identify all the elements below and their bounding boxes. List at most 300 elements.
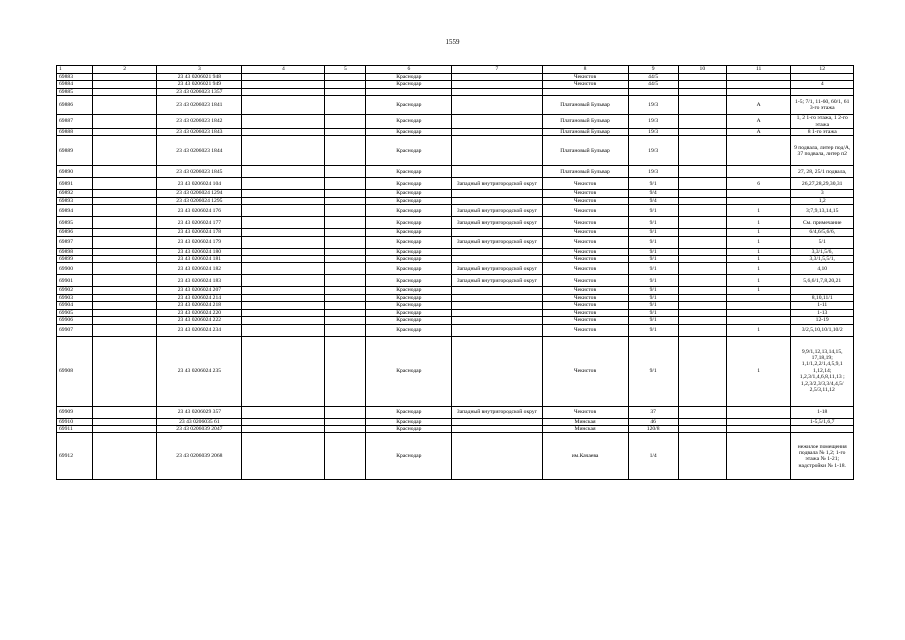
cell-col-2 <box>92 309 157 316</box>
cell-col-5 <box>325 275 366 287</box>
cell-col-8: Чекистов <box>542 317 628 324</box>
cell-col-1: 69894 <box>57 205 93 217</box>
cell-col-7 <box>452 197 542 204</box>
cell-col-5 <box>325 74 366 81</box>
cell-col-4 <box>242 324 325 336</box>
cell-col-11 <box>726 190 791 197</box>
cell-col-8: Чекистов <box>542 190 628 197</box>
cell-col-9: 9/4 <box>628 197 678 204</box>
cell-col-4 <box>242 166 325 178</box>
cell-col-8: Платановый Бульвар <box>542 129 628 136</box>
cell-col-7 <box>452 425 542 432</box>
cell-col-1: 69885 <box>57 88 93 95</box>
cell-col-10 <box>678 236 726 248</box>
cell-col-10 <box>678 190 726 197</box>
cell-col-1: 69888 <box>57 129 93 136</box>
cell-col-10 <box>678 302 726 309</box>
cell-col-11 <box>726 302 791 309</box>
cell-col-5 <box>325 256 366 263</box>
cell-col-2 <box>92 88 157 95</box>
cell-col-2 <box>92 263 157 275</box>
cell-col-4 <box>242 256 325 263</box>
cell-col-12: 1,2 <box>791 197 854 204</box>
cell-col-11 <box>726 317 791 324</box>
cell-col-6 <box>366 88 452 95</box>
column-header-12: 12 <box>791 66 854 74</box>
cell-col-3: 23 43 0206024 176 <box>157 205 242 217</box>
table-row <box>57 236 854 248</box>
cell-col-6: Краснодар <box>366 197 452 204</box>
cell-col-3: 23 43 0206029 357 <box>157 406 242 418</box>
cell-col-10 <box>678 294 726 301</box>
cell-col-1: 69900 <box>57 263 93 275</box>
cell-col-10 <box>678 74 726 81</box>
cell-col-11 <box>726 166 791 178</box>
cell-col-3: 23 43 0206035 61 <box>157 418 242 425</box>
cell-col-9: 9/4 <box>628 190 678 197</box>
cell-col-5 <box>325 115 366 129</box>
cell-col-2 <box>92 317 157 324</box>
cell-col-3: 23 43 0206024 222 <box>157 317 242 324</box>
cell-col-3: 23 43 0206024 218 <box>157 302 242 309</box>
table-row <box>57 217 854 229</box>
cell-col-1: 69903 <box>57 294 93 301</box>
cell-col-5 <box>325 309 366 316</box>
cell-col-5 <box>325 88 366 95</box>
cell-col-8: Чекистов <box>542 309 628 316</box>
cell-col-3: 23 43 0206021 948 <box>157 74 242 81</box>
cell-col-2 <box>92 96 157 115</box>
cell-col-11: 1 <box>726 229 791 236</box>
cell-col-3: 23 43 0206024 1295 <box>157 197 242 204</box>
cell-col-2 <box>92 178 157 190</box>
cell-col-7 <box>452 136 542 166</box>
cell-col-4 <box>242 336 325 406</box>
table-row <box>57 309 854 316</box>
cell-col-9: 19/3 <box>628 96 678 115</box>
cell-col-1: 69891 <box>57 178 93 190</box>
cell-col-10 <box>678 256 726 263</box>
cell-col-7 <box>452 229 542 236</box>
cell-col-11 <box>726 433 791 480</box>
cell-col-6: Краснодар <box>366 406 452 418</box>
cell-col-10 <box>678 88 726 95</box>
cell-col-2 <box>92 425 157 432</box>
cell-col-4 <box>242 136 325 166</box>
cell-col-8 <box>542 88 628 95</box>
cell-col-5 <box>325 166 366 178</box>
cell-col-12: 26,27,28,29,30,31 <box>791 178 854 190</box>
cell-col-7: Западный внутригородской округ <box>452 205 542 217</box>
cell-col-8: Чекистов <box>542 294 628 301</box>
cell-col-10 <box>678 96 726 115</box>
column-header-10: 10 <box>678 66 726 74</box>
cell-col-4 <box>242 178 325 190</box>
cell-col-10 <box>678 166 726 178</box>
cell-col-10 <box>678 275 726 287</box>
cell-col-8: Чекистов <box>542 205 628 217</box>
cell-col-2 <box>92 418 157 425</box>
cell-col-11 <box>726 406 791 418</box>
cell-col-1: 69886 <box>57 96 93 115</box>
cell-col-3: 23 43 0206021 949 <box>157 81 242 88</box>
cell-col-12: 1-13 <box>791 309 854 316</box>
cell-col-12: См. примечание <box>791 217 854 229</box>
cell-col-7 <box>452 88 542 95</box>
cell-col-3: 23 43 0206023 1844 <box>157 136 242 166</box>
cell-col-3: 23 43 0206024 214 <box>157 294 242 301</box>
cell-col-12: 3 <box>791 190 854 197</box>
column-header-3: 3 <box>157 66 242 74</box>
cell-col-8: Чекистов <box>542 287 628 294</box>
cell-col-2 <box>92 248 157 255</box>
column-header-11: 11 <box>726 66 791 74</box>
cell-col-6: Краснодар <box>366 324 452 336</box>
cell-col-6: Краснодар <box>366 115 452 129</box>
cell-col-11 <box>726 197 791 204</box>
cell-col-10 <box>678 336 726 406</box>
cell-col-1: 69909 <box>57 406 93 418</box>
cell-col-6: Краснодар <box>366 275 452 287</box>
cell-col-12: 8 1-го этажа <box>791 129 854 136</box>
cell-col-3: 23 43 0206023 1845 <box>157 166 242 178</box>
cell-col-7 <box>452 129 542 136</box>
cell-col-8: Чекистов <box>542 197 628 204</box>
cell-col-2 <box>92 190 157 197</box>
cell-col-12: 1-11 <box>791 302 854 309</box>
cell-col-3: 23 43 0206024 182 <box>157 263 242 275</box>
cell-col-9: 9/1 <box>628 324 678 336</box>
cell-col-10 <box>678 205 726 217</box>
cell-col-10 <box>678 197 726 204</box>
cell-col-8: Чекистов <box>542 236 628 248</box>
cell-col-8: Чекистов <box>542 248 628 255</box>
cell-col-9: 9/1 <box>628 256 678 263</box>
table-row <box>57 336 854 406</box>
table-row <box>57 433 854 480</box>
cell-col-5 <box>325 129 366 136</box>
cell-col-5 <box>325 302 366 309</box>
cell-col-4 <box>242 197 325 204</box>
cell-col-4 <box>242 287 325 294</box>
cell-col-6: Краснодар <box>366 433 452 480</box>
cell-col-6: Краснодар <box>366 190 452 197</box>
cell-col-12: 1-5,5/1,6,7 <box>791 418 854 425</box>
cell-col-3: 23 43 0206024 234 <box>157 324 242 336</box>
cell-col-6: Краснодар <box>366 166 452 178</box>
table-row <box>57 275 854 287</box>
cell-col-4 <box>242 129 325 136</box>
cell-col-8: Чекистов <box>542 336 628 406</box>
cell-col-3: 23 43 0206024 1294 <box>157 190 242 197</box>
cell-col-7: Западный внутригородской округ <box>452 263 542 275</box>
cell-col-5 <box>325 197 366 204</box>
cell-col-12 <box>791 425 854 432</box>
cell-col-9: 9/1 <box>628 275 678 287</box>
cell-col-1: 69904 <box>57 302 93 309</box>
cell-col-1: 69892 <box>57 190 93 197</box>
cell-col-9: 9/1 <box>628 248 678 255</box>
cell-col-10 <box>678 248 726 255</box>
cell-col-12: 1-5; 7/1, 11-60, 60/1, 61 3-го этажа <box>791 96 854 115</box>
cell-col-6: Краснодар <box>366 294 452 301</box>
cell-col-2 <box>92 197 157 204</box>
cell-col-7: Западный внутригородской округ <box>452 406 542 418</box>
cell-col-9: 9/1 <box>628 317 678 324</box>
cell-col-7 <box>452 190 542 197</box>
cell-col-12 <box>791 88 854 95</box>
cell-col-11 <box>726 425 791 432</box>
cell-col-7 <box>452 309 542 316</box>
cell-col-6: Краснодар <box>366 96 452 115</box>
page-number: 1559 <box>445 38 460 46</box>
cell-col-11: 1 <box>726 275 791 287</box>
cell-col-7: Западный внутригородской округ <box>452 275 542 287</box>
cell-col-2 <box>92 205 157 217</box>
column-header-1: 1 <box>57 66 93 74</box>
cell-col-10 <box>678 287 726 294</box>
cell-col-5 <box>325 190 366 197</box>
cell-col-2 <box>92 217 157 229</box>
cell-col-12: 5,6,6/1,7,8,20,21 <box>791 275 854 287</box>
cell-col-10 <box>678 406 726 418</box>
table-row <box>57 425 854 432</box>
table-row <box>57 136 854 166</box>
table-row <box>57 317 854 324</box>
table-row <box>57 190 854 197</box>
cell-col-5 <box>325 324 366 336</box>
cell-col-5 <box>325 178 366 190</box>
cell-col-6: Краснодар <box>366 178 452 190</box>
cell-col-6: Краснодар <box>366 81 452 88</box>
cell-col-6: Краснодар <box>366 236 452 248</box>
cell-col-1: 69889 <box>57 136 93 166</box>
cell-col-4 <box>242 229 325 236</box>
cell-col-8: Чекистов <box>542 178 628 190</box>
cell-col-2 <box>92 275 157 287</box>
cell-col-8: Платановый Бульвар <box>542 115 628 129</box>
cell-col-4 <box>242 88 325 95</box>
cell-col-2 <box>92 256 157 263</box>
cell-col-3: 23 43 0206024 181 <box>157 256 242 263</box>
cell-col-4 <box>242 433 325 480</box>
cell-col-10 <box>678 324 726 336</box>
cell-col-7 <box>452 256 542 263</box>
cell-col-12: 3,3/1,5/6, <box>791 248 854 255</box>
cell-col-4 <box>242 425 325 432</box>
cell-col-11: 6 <box>726 178 791 190</box>
cell-col-8: Чекистов <box>542 302 628 309</box>
cell-col-1: 69890 <box>57 166 93 178</box>
column-header-8: 8 <box>542 66 628 74</box>
cell-col-9: 9/1 <box>628 309 678 316</box>
cell-col-11 <box>726 418 791 425</box>
cell-col-10 <box>678 309 726 316</box>
cell-col-2 <box>92 406 157 418</box>
cell-col-1: 69897 <box>57 236 93 248</box>
cell-col-12: 4,10 <box>791 263 854 275</box>
cell-col-8: Чекистов <box>542 275 628 287</box>
cell-col-7 <box>452 433 542 480</box>
cell-col-11: 1 <box>726 256 791 263</box>
column-header-7: 7 <box>452 66 542 74</box>
cell-col-12: 9 подвала, литер под/А, 37 подвала, литер п2 <box>791 136 854 166</box>
cell-col-9: 19/3 <box>628 115 678 129</box>
cell-col-12: 1-18 <box>791 406 854 418</box>
cell-col-7 <box>452 74 542 81</box>
cell-col-11 <box>726 74 791 81</box>
table-row <box>57 256 854 263</box>
cell-col-12: 6/4,6/5,6/6, <box>791 229 854 236</box>
cell-col-10 <box>678 425 726 432</box>
cell-col-8: Чекистов <box>542 74 628 81</box>
cell-col-12 <box>791 287 854 294</box>
table-row <box>57 287 854 294</box>
column-header-9: 9 <box>628 66 678 74</box>
table-row <box>57 324 854 336</box>
cell-col-5 <box>325 317 366 324</box>
cell-col-12: 8,10,11/1 <box>791 294 854 301</box>
cell-col-9: 9/1 <box>628 178 678 190</box>
cell-col-2 <box>92 287 157 294</box>
cell-col-9: 9/1 <box>628 263 678 275</box>
cell-col-2 <box>92 294 157 301</box>
registry-table <box>56 65 854 480</box>
cell-col-12: нежилое помещения подвала № 1,2; 1-го этажа № 1-21; надстройки № 1-18. <box>791 433 854 480</box>
cell-col-4 <box>242 418 325 425</box>
cell-col-12: 1, 2 1-го этажа, 1 2-го этажа <box>791 115 854 129</box>
cell-col-6: Краснодар <box>366 287 452 294</box>
cell-col-9: 19/3 <box>628 129 678 136</box>
cell-col-5 <box>325 248 366 255</box>
cell-col-5 <box>325 294 366 301</box>
cell-col-9: 9/1 <box>628 217 678 229</box>
cell-col-10 <box>678 81 726 88</box>
cell-col-4 <box>242 96 325 115</box>
table-row <box>57 74 854 81</box>
cell-col-11: 1 <box>726 205 791 217</box>
cell-col-5 <box>325 425 366 432</box>
cell-col-7 <box>452 324 542 336</box>
cell-col-9: 9/1 <box>628 205 678 217</box>
cell-col-11: А <box>726 129 791 136</box>
cell-col-2 <box>92 81 157 88</box>
table-row <box>57 294 854 301</box>
cell-col-4 <box>242 302 325 309</box>
cell-col-6: Краснодар <box>366 263 452 275</box>
cell-col-1: 69887 <box>57 115 93 129</box>
cell-col-12: 3,3/1,5,5/1, <box>791 256 854 263</box>
cell-col-12: 5/1 <box>791 236 854 248</box>
cell-col-11 <box>726 136 791 166</box>
cell-col-6: Краснодар <box>366 418 452 425</box>
cell-col-1: 69895 <box>57 217 93 229</box>
cell-col-6: Краснодар <box>366 317 452 324</box>
cell-col-6: Краснодар <box>366 309 452 316</box>
cell-col-4 <box>242 205 325 217</box>
cell-col-4 <box>242 275 325 287</box>
cell-col-1: 69910 <box>57 418 93 425</box>
cell-col-7 <box>452 317 542 324</box>
cell-col-9 <box>628 88 678 95</box>
cell-col-6: Краснодар <box>366 302 452 309</box>
cell-col-1: 69912 <box>57 433 93 480</box>
table-row <box>57 178 854 190</box>
table-row <box>57 88 854 95</box>
cell-col-4 <box>242 317 325 324</box>
cell-col-4 <box>242 74 325 81</box>
cell-col-4 <box>242 236 325 248</box>
cell-col-5 <box>325 406 366 418</box>
cell-col-1: 69899 <box>57 256 93 263</box>
cell-col-12: 12-19 <box>791 317 854 324</box>
cell-col-10 <box>678 433 726 480</box>
cell-col-7 <box>452 166 542 178</box>
cell-col-7 <box>452 115 542 129</box>
cell-col-6: Краснодар <box>366 74 452 81</box>
table-row <box>57 263 854 275</box>
cell-col-10 <box>678 317 726 324</box>
cell-col-1: 69896 <box>57 229 93 236</box>
cell-col-5 <box>325 136 366 166</box>
cell-col-7 <box>452 248 542 255</box>
cell-col-2 <box>92 229 157 236</box>
cell-col-7: Западный внутригородской округ <box>452 236 542 248</box>
cell-col-2 <box>92 74 157 81</box>
cell-col-9: 44/5 <box>628 74 678 81</box>
cell-col-6: Краснодар <box>366 129 452 136</box>
cell-col-2 <box>92 129 157 136</box>
cell-col-7 <box>452 302 542 309</box>
cell-col-8: Платановый Бульвар <box>542 166 628 178</box>
cell-col-9: 9/1 <box>628 229 678 236</box>
cell-col-9: 9/1 <box>628 236 678 248</box>
cell-col-1: 69901 <box>57 275 93 287</box>
cell-col-8: Минская <box>542 418 628 425</box>
cell-col-9: 44/5 <box>628 81 678 88</box>
table-row <box>57 302 854 309</box>
cell-col-8: Чекистов <box>542 256 628 263</box>
table-row <box>57 248 854 255</box>
cell-col-6: Краснодар <box>366 229 452 236</box>
cell-col-5 <box>325 229 366 236</box>
cell-col-2 <box>92 324 157 336</box>
cell-col-12 <box>791 74 854 81</box>
cell-col-8: Платановый Бульвар <box>542 96 628 115</box>
table-row <box>57 229 854 236</box>
cell-col-10 <box>678 217 726 229</box>
cell-col-5 <box>325 433 366 480</box>
cell-col-6: Краснодар <box>366 248 452 255</box>
cell-col-7 <box>452 287 542 294</box>
table-row <box>57 129 854 136</box>
cell-col-5 <box>325 205 366 217</box>
header-row <box>57 66 854 74</box>
cell-col-2 <box>92 115 157 129</box>
cell-col-11: 1 <box>726 236 791 248</box>
cell-col-11: А <box>726 115 791 129</box>
cell-col-6: Краснодар <box>366 205 452 217</box>
cell-col-2 <box>92 136 157 166</box>
cell-col-5 <box>325 217 366 229</box>
cell-col-3: 23 43 0206024 104 <box>157 178 242 190</box>
table-row <box>57 197 854 204</box>
cell-col-9: 19/3 <box>628 166 678 178</box>
cell-col-10 <box>678 129 726 136</box>
cell-col-1: 69906 <box>57 317 93 324</box>
cell-col-2 <box>92 236 157 248</box>
cell-col-8: Чекистов <box>542 229 628 236</box>
